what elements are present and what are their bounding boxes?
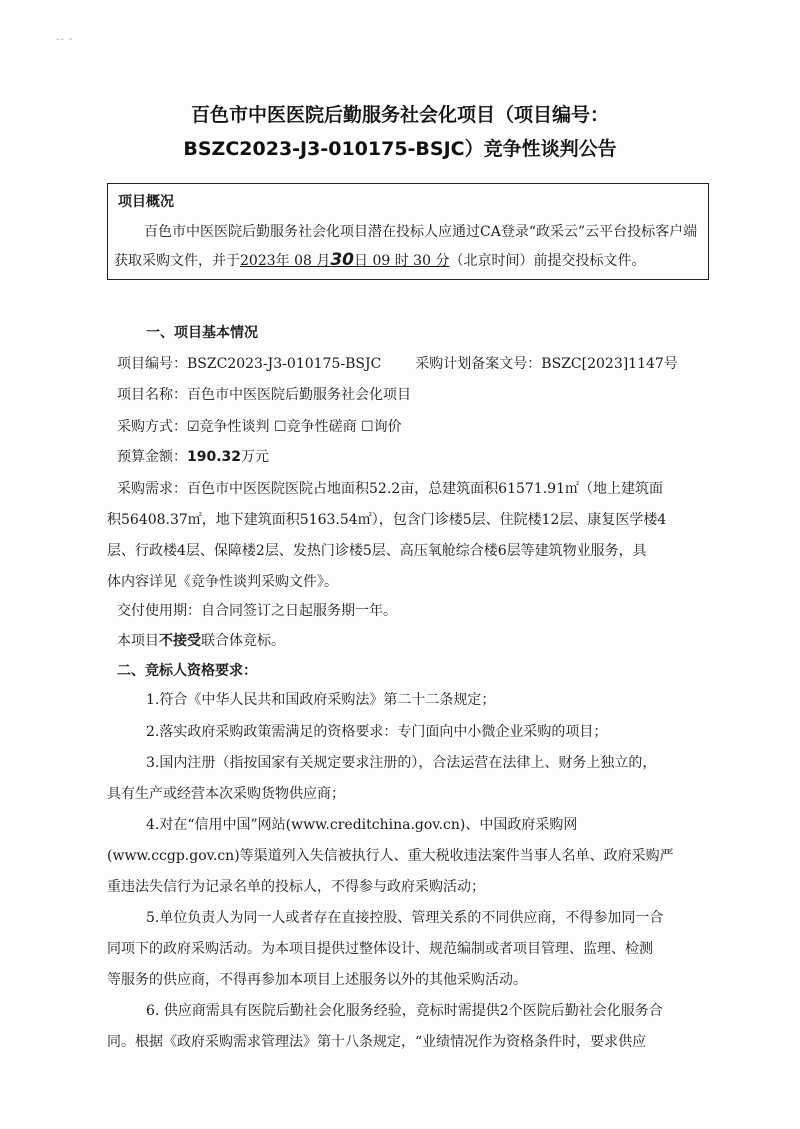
requirement-5-line-3: 等服务的供应商，不得再参加本项目上述服务以外的其他采购活动。 [107, 972, 527, 988]
demand-line-2: 积56408.37㎡，地下建筑面积5163.54㎡），包含门诊楼5层、住院楼12层、康复医学楼4 [107, 512, 667, 528]
method-option-consultation: ☐竞争性磋商 [274, 419, 357, 435]
overview-heading: 项目概况 [118, 194, 174, 210]
requirement-6-line-2: 同。根据《政府采购需求管理法》第十八条规定，“业绩情况作为资格条件时，要求供应 [107, 1034, 647, 1050]
method-option-inquiry: ☐询价 [361, 419, 402, 435]
method-option-negotiation: ☑竞争性谈判 [187, 419, 270, 435]
requirement-5-line-2: 同项下的政府采购活动。为本项目提供过整体设计、规范编制或者项目管理、监理、检测 [107, 941, 653, 957]
requirement-6-line-1: 6. 供应商需具有医院后勤社会化服务经验，竞标时需提供2个医院后勤社会化服务合 [146, 1003, 663, 1019]
requirement-3-line-2: 具有生产或经营本次采购货物供应商； [107, 786, 345, 802]
consortium-pre: 本项目 [117, 633, 159, 649]
requirement-4-line-1: 4.对在“信用中国”网站(www.creditchina.gov.cn)、中国政府采购网 [146, 817, 578, 833]
scan-mark: -- - [56, 34, 74, 45]
overview-text-part1: 百色市中医医院后勤服务社会化项目潜在投标人应通过CA登录“政采云”云平台投标客户端获取采购文件，并于 [114, 224, 698, 269]
deadline [240, 250, 450, 270]
requirement-3-line-1: 3.国内注册（指按国家有关规定要求注册的），合法运营在法律上、财务上独立的， [146, 755, 657, 771]
consortium-not-accepted: 不接受 [159, 633, 201, 649]
demand-line-1: 采购需求：百色市中医医院医院占地面积52.2亩，总建筑面积61571.91㎡（地上建筑面 [117, 481, 663, 497]
procurement-method-line [117, 416, 717, 436]
requirement-5-line-1: 5.单位负责人为同一人或者存在直接控股、管理关系的不同供应商，不得参加同一合 [146, 910, 664, 926]
overview-text [114, 218, 704, 275]
deadline-day-unit: 日 [354, 253, 369, 269]
requirement-1: 1.符合《中华人民共和国政府采购法》第二十二条规定； [146, 692, 496, 708]
plan-number: 采购计划备案文号：BSZC[2023]1147号 [415, 356, 678, 372]
section2-heading: 二、竞标人资格要求： [117, 663, 257, 679]
title-line-1: 百色市中医医院后勤服务社会化项目（项目编号： [190, 104, 609, 126]
project-number-line [117, 353, 717, 373]
budget-line [117, 446, 717, 466]
project-number: 项目编号：BSZC2023-J3-010175-BSJC [117, 356, 382, 372]
demand-line-4: 体内容详见《竞争性谈判采购文件》。 [107, 574, 338, 590]
deadline-year-month: 2023年 08 月 [240, 253, 331, 269]
section1-heading: 一、项目基本情况 [146, 325, 258, 341]
project-name: 项目名称：百色市中医医院后勤服务社会化项目 [117, 387, 411, 403]
title-line-2: BSZC2023-J3-010175-BSJC）竞争性谈判公告 [183, 138, 617, 160]
requirement-4-line-2: (www.ccgp.gov.cn)等渠道列入失信被执行人、重大税收违法案件当事人名单、政府采购严 [107, 848, 674, 864]
overview-text-part2: （北京时间）前提交投标文件。 [449, 253, 646, 269]
requirement-4-line-3: 重违法失信行为记录名单的投标人，不得参与政府采购活动； [107, 879, 485, 895]
consortium-line [117, 630, 717, 650]
delivery-period: 交付使用期：自合同签订之日起服务期一年。 [117, 603, 397, 619]
budget-value: 190.32 [187, 449, 242, 465]
method-label: 采购方式： [117, 419, 187, 435]
demand-line-3: 层、行政楼4层、保障楼2层、发热门诊楼5层、高压氧舱综合楼6层等建筑物业服务，具 [107, 543, 647, 559]
requirement-2: 2.落实政府采购政策需满足的资格要求：专门面向中小微企业采购的项目； [146, 724, 608, 740]
deadline-day-handwritten: 30 [330, 250, 355, 270]
budget-label: 预算金额： [117, 449, 187, 465]
deadline-time: 09 时 30 分 [368, 253, 450, 269]
consortium-post: 联合体竞标。 [201, 633, 285, 649]
budget-unit: 万元 [241, 449, 270, 465]
